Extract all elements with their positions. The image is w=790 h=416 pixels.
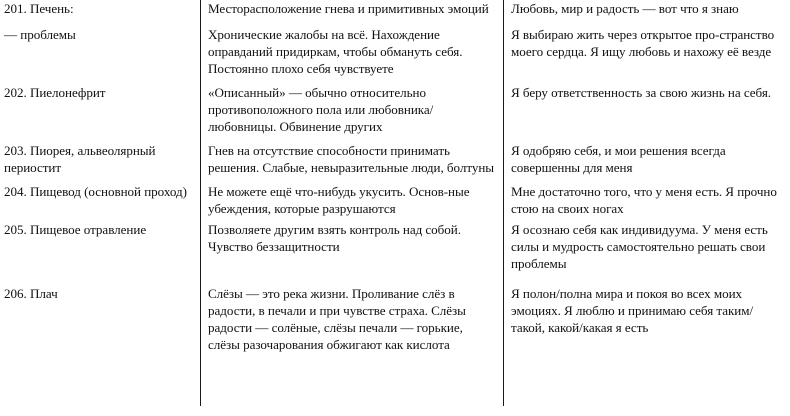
row-gap: [0, 176, 790, 183]
table-row: [0, 221, 790, 272]
row-affirmation: Я осознаю себя как индивидуума. У меня есть силы и мудрость самостоятельно решать свои проблемы: [511, 222, 768, 271]
row-cause: «Описанный» — обычно относительно противоположного пола или любовника/любовницы. Обвинение других: [208, 85, 434, 134]
row-affirmation: Я полон/полна мира и покоя во всех моих эмоциях. Я люблю и принимаю себя таким/такой, какой/какая я есть: [511, 286, 754, 335]
row-affirmation: Мне достаточно того, что у меня есть. Я прочно стою на своих ногах: [511, 184, 777, 216]
row-affirmation: Я одобряю себя, и мои решения всегда совершенны для меня: [511, 143, 726, 175]
row-cause: Месторасположение гнева и примитивных эмоций: [208, 1, 489, 16]
row-affirmation: Я выбираю жить через открытое про-странство моего сердца. Я ищу любовь и нахожу её везде: [511, 27, 775, 59]
row-problem: 205. Пищевое отравление: [4, 222, 147, 237]
row-problem: 203. Пиорея, альвеолярный периостит: [4, 143, 156, 175]
row-problem: 202. Пиелонефрит: [4, 85, 106, 100]
row-gap: [0, 77, 790, 84]
table-row: [0, 142, 790, 176]
row-cause: Слёзы — это река жизни. Проливание слёз в радости, в печали и при чувстве страха. Слёзы радости — солёные, слёзы печали — горькие, слёзы разочарования обжигают как кислота: [208, 286, 466, 352]
table-row: [0, 285, 790, 353]
table-row: [0, 0, 790, 17]
row-cause: Позволяете другим взять контроль над собой. Чувство беззащитности: [208, 222, 461, 254]
row-affirmation: Любовь, мир и радость — вот что я знаю: [511, 1, 739, 16]
row-problem: 201. Печень:: [4, 1, 74, 16]
table-row: [0, 26, 790, 77]
row-problem: — проблемы: [4, 27, 76, 42]
row-cause: Хронические жалобы на всё. Нахождение оправданий придиркам, чтобы обмануть себя. Постоянно плохо себя чувствуете: [208, 27, 463, 76]
row-gap: [0, 135, 790, 142]
row-cause: Гнев на отсутствие способности принимать решения. Слабые, невыразительные люди, болтуны: [208, 143, 495, 175]
row-problem: 204. Пищевод (основной проход): [4, 184, 187, 199]
row-cause: Не можете ещё что-нибудь укусить. Основ-ные убеждения, которые разрушаются: [208, 184, 470, 216]
row-affirmation: Я беру ответственность за свою жизнь на себя.: [511, 85, 772, 100]
row-gap: [0, 17, 790, 26]
table-row: [0, 183, 790, 217]
table-row: [0, 84, 790, 135]
row-gap: [0, 272, 790, 285]
row-problem: 206. Плач: [4, 286, 58, 301]
